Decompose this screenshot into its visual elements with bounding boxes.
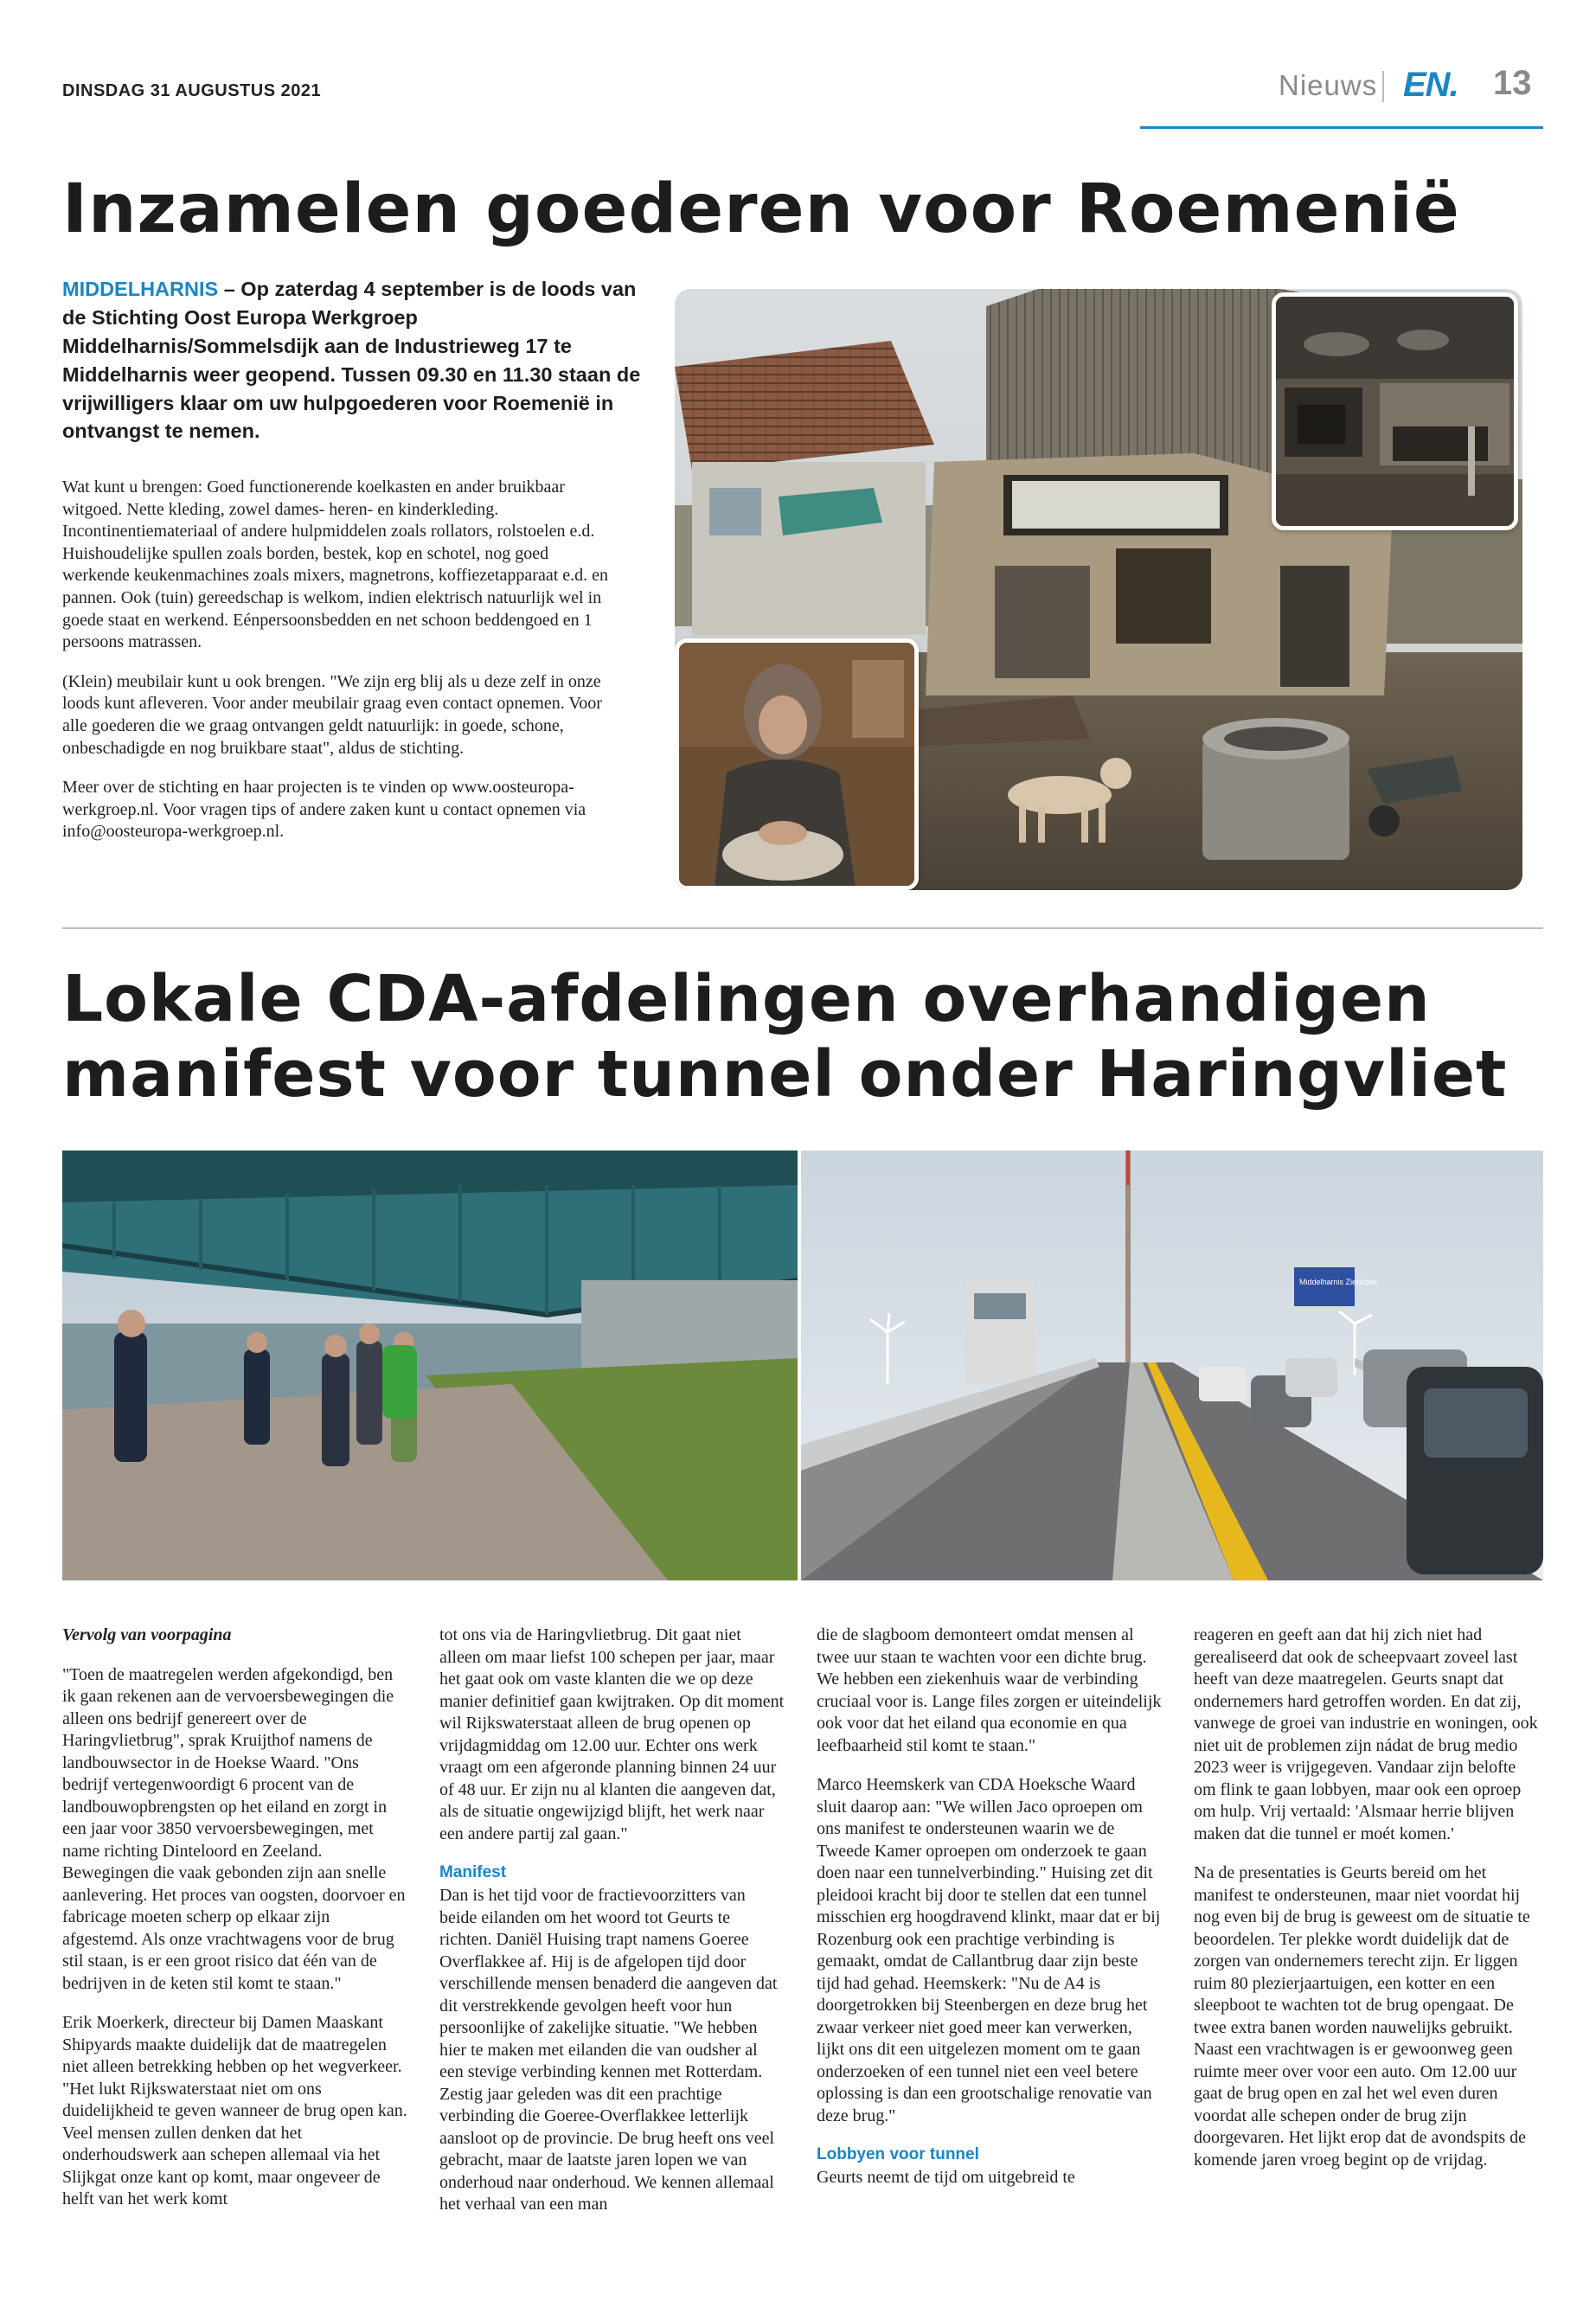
article1-lead	[62, 275, 651, 445]
article2-paragraph: die de slagboom demonteert omdat mensen al twee uur staan te wachten voor een dichte brug. We hebben een ziekenhuis waar de verbinding cruciaal voor is. Lange files zorgen er uiteindelijk ook voor dat het eiland qua economie en qua leefbaarheid stil komt te staan."	[817, 1625, 1162, 1755]
article2-column-3	[817, 1625, 1163, 2189]
bridge-traffic-photo	[801, 1150, 1543, 1580]
elderly-woman-inset-photo	[675, 638, 919, 890]
continued-from-front-page: Vervolg van voorpagina	[62, 1625, 232, 1644]
article1-lead-text: – Op zaterdag 4 september is de loods van de Stichting Oost Europa Werkgroep Middelharnis/Sommelsdijk aan de Industrieweg 17 te Middelharnis weer geopend. Tussen 09.30 en 11.30 staan de vrijwilligers klaar om uw hulpgoederen voor Roemenië in ontvangst te nemen.	[62, 278, 641, 443]
article1-paragraph: (Klein) meubilair kunt u ook brengen. "We zijn erg blij als u deze zelf in onze loods kunt afleveren. Voor ander meubilair graag even contact opnemen. Voor alle goederen die we graag ontvangen geldt natuurlijk: in goede, schone, onbeschadigde en nog bruikbare staat", aldus de stichting.	[62, 671, 602, 758]
article2-paragraph: "Toen de maatregelen werden afgekondigd, ben ik gaan rekenen aan de vervoersbewegingen die alleen ons bedrijf genereert over de Haringvlietbrug", sprak Kruijthof namens de landbouwsector in de Hoekse Waard. "Ons bedrijf vertegenwoordigt 6 procent van de landbouwopbrengsten op het eiland en zorgt in een jaar voor 3850 vervoersbewegingen, met name richting Dinteloord en Zeeland. Bewegingen die vaak gebonden zijn aan snelle aanlevering. Het proces van oogsten, doorvoer en fabricage moeten scherp op elkaar zijn afgestemd. Als onze vrachtwagens voor de brug stil staan, is er een groot risico dat één van de bedrijven in de keten stil komt te staan."	[62, 1664, 406, 1993]
article1-headline: Inzamelen goederen voor Roemenië	[62, 170, 1460, 248]
road-sign-text: Middelharnis Zierikzee	[1299, 1278, 1378, 1286]
article-divider	[62, 927, 1543, 929]
article2-paragraph: Erik Moerkerk, directeur bij Damen Maaskant Shipyards maakte duidelijk dat de maatregelen niet alleen betrekking hebben op het wegverkeer. "Het lukt Rijkswaterstaat niet om ons duidelijkheid te geven wanneer de brug open kan. Veel mensen zullen denken dat het onderhoudswerk aan schepen allemaal via het Slijkgat onze kant op komt, maar ongeveer de helft van het werk komt	[62, 2013, 407, 2208]
article1-paragraph: Meer over de stichting en haar projecten is te vinden op www.oosteuropa-werkgroep.nl. Voor vragen tips of andere zaken kunt u contact opnemen via info@oosteuropa-werkgroep.nl.	[62, 778, 586, 842]
article2-paragraph: tot ons via de Haringvlietbrug. Dit gaat niet alleen om maar liefst 100 schepen per jaar, maar het gaat ook om vaste klanten die we op deze manier definitief gaan kwijtraken. Op dit moment wil Rijkswaterstaat alleen de brug openen op vrijdagmiddag om 12.00 uur. Echter ons werk vraagt om een afgeronde planning binnen 24 uur of 48 uur. Er zijn nu al klanten die aangeven dat, als de situatie ongewijzigd blijft, het werk naar een andere partij zal gaan."	[439, 1625, 785, 1843]
article2-column-4	[1194, 1625, 1540, 2189]
subhead-lobbyen-voor-tunnel: Lobbyen voor tunnel	[817, 2145, 979, 2163]
article2-paragraph: Dan is het tijd voor de fractievoorzitters van beide eilanden om het woord tot Geurts te richten. Daniël Huising trapt namens Goeree Overflakkee af. Hij is de afgelopen tijd door verschillende mensen benaderd die aangeven dat dit verstrekkende gevolgen heeft voor hun persoonlijke of zakelijke situatie. "We hebben hier te maken met eilanden die van oudsher al een stevige verbinding kennen met Rotterdam. Zestig jaar geleden was dit een prachtige verbinding die Goeree-Overflakkee letterlijk aansloot op de provincie. De brug heeft ons veel gebracht, maar de laatste jaren lopen we van onderhoud naar onderhoud. We kennen allemaal het verhaal van een man	[439, 1886, 778, 2214]
article2-column-2	[439, 1625, 785, 2234]
article1-body	[62, 477, 616, 861]
header-rule	[1140, 126, 1543, 129]
stove-inset-photo	[1272, 292, 1518, 530]
article1-paragraph: Wat kunt u brengen: Goed functionerende koelkasten en ander bruikbaar witgoed. Nette kleding, zowel dames- heren- en kinderkleding. Incontinentiemateriaal of andere hulpmiddelen zoals rollators, rolstoelen e.d. Huishoudelijke spullen zoals borden, bestek, kop en schotel, nog goed werkende keukenmachines zoals mixers, magnetrons, koffiezetapparaat e.d. en pannen. Ook (tuin) gereedschap is welkom, indien elektrisch natuurlijk wel in goede staat en werkend. Eénpersoonsbedden en net schoon beddengoed en 1 persoons matrassen.	[62, 478, 609, 652]
issue-date: DINSDAG 31 AUGUSTUS 2021	[62, 81, 322, 100]
article2-headline: Lokale CDA-afdelingen overhandigen manifest voor tunnel onder Haringvliet	[62, 962, 1508, 1112]
page-number: 13	[1493, 64, 1532, 102]
article1-dateline: MIDDELHARNIS	[62, 278, 219, 300]
article2-column-1	[62, 1625, 408, 2228]
romania-photo-collage	[675, 289, 1522, 890]
article2-paragraph: Marco Heemskerk van CDA Hoeksche Waard sluit daarop aan: "We willen Jaco oproepen om ons manifest te ondersteunen waarin we de Tweede Kamer oproepen om onderzoek te gaan doen naar een tunnelverbinding." Huising zet dit pleidooi kracht bij door te stellen dat een tunnel misschien erg hoogdravend klinkt, maar dat er bij Rozenburg ook een prachtige verbinding is gemaakt, omdat de Callantbrug daar zijn beste tijd had gehad. Heemskerk: "Nu de A4 is doorgetrokken bij Steenbergen en deze brug het zwaar verkeer niet goed meer kan verwerken, lijkt ons dit een uitgelezen moment om te gaan onderzoeken of een tunnel niet een veel betere oplossing is dan een grootschalige renovatie van deze brug."	[817, 1775, 1161, 2125]
bridge-group-photo	[62, 1150, 798, 1580]
newspaper-logo[interactable]: EN.	[1403, 66, 1458, 104]
subhead-manifest: Manifest	[439, 1863, 507, 1881]
header-separator	[1382, 71, 1384, 102]
article2-paragraph: reageren en geeft aan dat hij zich niet had gerealiseerd dat ook de scheepvaart zoveel last heeft van deze maatregelen. Geurts snapt dat ondernemers hard getroffen worden. En dat zij, vanwege de groei van industrie en woningen, ook niet uit de problemen zijn nádat de brug medio 2023 weer is vrijgegeven. Vandaar zijn belofte om flink te gaan lobbyen, maar ook een oproep om hulp. Vrij vertaald: 'Alsmaar herrie blijven maken dat die tunnel er moét komen.'	[1194, 1625, 1538, 1843]
article2-paragraph: Na de presentaties is Geurts bereid om het manifest te ondersteunen, maar niet voordat hij nog even bij de brug is geweest om de situatie te beoordelen. Ter plekke wordt duidelijk dat de zorgen van ondernemers terecht zijn. Er liggen ruim 80 plezierjaartuigen, een kotter en een sleepboot te wachten tot de brug opengaat. De twee extra banen worden nauwelijks gebruikt. Naast een vrachtwagen is er gewoonweg geen ruimte meer over voor een auto. Om 12.00 uur gaat de brug open en zal het wel even duren voordat alle schepen onder de brug zijn doorgevaren. Het lijkt erop dat de avondspits de komende jaren vroeg begint op de vrijdag.	[1194, 1863, 1530, 2170]
section-label[interactable]: Nieuws	[1279, 69, 1378, 101]
article2-paragraph: Geurts neemt de tijd om uitgebreid te	[817, 2168, 1075, 2188]
